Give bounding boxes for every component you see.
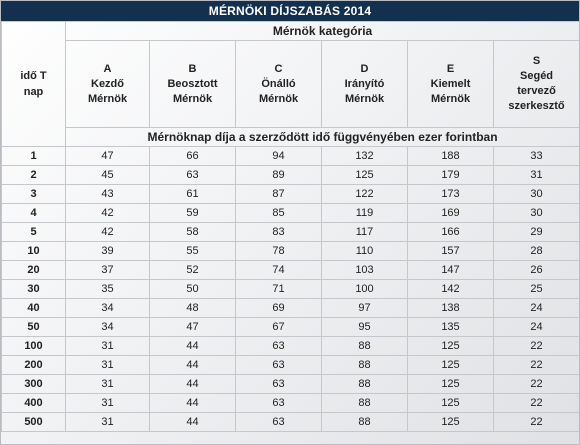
rate-cell: 33 — [494, 147, 580, 166]
rate-cell: 100 — [322, 280, 408, 299]
table-row — [2, 299, 580, 318]
days-cell: 300 — [2, 375, 66, 394]
rate-cell: 71 — [236, 280, 322, 299]
rate-cell: 30 — [494, 204, 580, 223]
rate-cell: 31 — [66, 394, 150, 413]
rate-cell: 67 — [236, 318, 322, 337]
rate-cell: 122 — [322, 185, 408, 204]
rate-cell: 47 — [150, 318, 236, 337]
rate-cell: 47 — [66, 147, 150, 166]
column-code: C — [274, 62, 283, 75]
rate-cell: 85 — [236, 204, 322, 223]
column-line1: Kezdő — [91, 77, 124, 90]
column-header-b — [150, 41, 236, 128]
column-code: D — [360, 62, 369, 75]
rate-cell: 30 — [494, 185, 580, 204]
column-code: S — [532, 55, 541, 67]
rate-cell: 31 — [66, 337, 150, 356]
rate-cell: 44 — [150, 394, 236, 413]
table-row — [2, 166, 580, 185]
rate-cell: 48 — [150, 299, 236, 318]
rate-cell: 132 — [322, 147, 408, 166]
rate-cell: 44 — [150, 337, 236, 356]
rate-cell: 61 — [150, 185, 236, 204]
column-line2: Mérnök — [430, 92, 471, 105]
days-cell: 200 — [2, 356, 66, 375]
rate-cell: 44 — [150, 375, 236, 394]
days-cell: 50 — [2, 318, 66, 337]
rate-cell: 63 — [236, 356, 322, 375]
table-row — [2, 356, 580, 375]
table-row — [2, 204, 580, 223]
table-row — [2, 223, 580, 242]
column-line2: tervező — [517, 85, 556, 97]
column-header-d — [322, 41, 408, 128]
rate-cell: 125 — [408, 413, 494, 432]
rate-cell: 50 — [150, 280, 236, 299]
rate-cell: 117 — [322, 223, 408, 242]
rate-cell: 88 — [322, 337, 408, 356]
table-row — [2, 242, 580, 261]
rate-cell: 58 — [150, 223, 236, 242]
column-line1: Önálló — [261, 77, 296, 90]
rate-cell: 66 — [150, 147, 236, 166]
rate-cell: 26 — [494, 261, 580, 280]
rate-cell: 31 — [66, 375, 150, 394]
rate-cell: 63 — [236, 394, 322, 413]
rate-cell: 22 — [494, 413, 580, 432]
rate-cell: 42 — [66, 223, 150, 242]
rate-cell: 42 — [66, 204, 150, 223]
rate-cell: 37 — [66, 261, 150, 280]
column-line1: Irányító — [344, 77, 385, 90]
table-row — [2, 394, 580, 413]
rate-cell: 88 — [322, 356, 408, 375]
table-row — [2, 318, 580, 337]
column-header-s — [494, 41, 580, 128]
rate-cell: 43 — [66, 185, 150, 204]
rate-cell: 125 — [322, 166, 408, 185]
rate-cell: 89 — [236, 166, 322, 185]
rate-cell: 55 — [150, 242, 236, 261]
rate-cell: 25 — [494, 280, 580, 299]
column-line1: Segéd — [520, 70, 554, 82]
category-header: Mérnök kategória — [66, 22, 580, 41]
days-cell: 4 — [2, 204, 66, 223]
rate-cell: 88 — [322, 375, 408, 394]
column-line2: Mérnök — [87, 92, 128, 105]
days-cell: 30 — [2, 280, 66, 299]
time-header — [2, 22, 66, 147]
rate-cell: 103 — [322, 261, 408, 280]
rate-cell: 59 — [150, 204, 236, 223]
rate-cell: 44 — [150, 413, 236, 432]
column-line2: Mérnök — [344, 92, 385, 105]
rate-cell: 119 — [322, 204, 408, 223]
table-row — [2, 413, 580, 432]
rate-cell: 31 — [66, 356, 150, 375]
rate-cell: 97 — [322, 299, 408, 318]
rate-cell: 45 — [66, 166, 150, 185]
column-header-a — [66, 41, 150, 128]
rate-cell: 169 — [408, 204, 494, 223]
days-cell: 400 — [2, 394, 66, 413]
rate-cell: 34 — [66, 318, 150, 337]
rate-cell: 87 — [236, 185, 322, 204]
column-code: B — [188, 62, 197, 75]
rate-cell: 28 — [494, 242, 580, 261]
rate-cell: 35 — [66, 280, 150, 299]
rate-cell: 31 — [66, 413, 150, 432]
column-code: A — [103, 62, 112, 75]
rate-cell: 44 — [150, 356, 236, 375]
column-line2: Mérnök — [258, 92, 299, 105]
rate-cell: 22 — [494, 394, 580, 413]
days-cell: 500 — [2, 413, 66, 432]
days-cell: 5 — [2, 223, 66, 242]
rate-cell: 95 — [322, 318, 408, 337]
days-cell: 3 — [2, 185, 66, 204]
rate-cell: 135 — [408, 318, 494, 337]
rate-cell: 78 — [236, 242, 322, 261]
rate-cell: 179 — [408, 166, 494, 185]
table-row — [2, 147, 580, 166]
table-row — [2, 185, 580, 204]
rate-cell: 147 — [408, 261, 494, 280]
column-header-c — [236, 41, 322, 128]
column-line1: Kiemelt — [430, 77, 471, 90]
rate-cell: 125 — [408, 337, 494, 356]
rate-cell: 63 — [236, 413, 322, 432]
rate-cell: 138 — [408, 299, 494, 318]
rate-cell: 22 — [494, 356, 580, 375]
days-cell: 1 — [2, 147, 66, 166]
column-line2: Mérnök — [172, 92, 213, 105]
rate-cell: 125 — [408, 356, 494, 375]
rate-cell: 69 — [236, 299, 322, 318]
time-header-line1: idő T — [20, 70, 47, 82]
rate-cell: 188 — [408, 147, 494, 166]
table-row — [2, 337, 580, 356]
rate-cell: 173 — [408, 185, 494, 204]
column-code: E — [446, 62, 455, 75]
rate-cell: 142 — [408, 280, 494, 299]
rate-cell: 63 — [236, 375, 322, 394]
rate-cell: 74 — [236, 261, 322, 280]
rate-cell: 125 — [408, 375, 494, 394]
rate-cell: 94 — [236, 147, 322, 166]
column-line1: Beosztott — [167, 77, 218, 90]
rate-cell: 22 — [494, 375, 580, 394]
rate-cell: 125 — [408, 394, 494, 413]
rate-cell: 166 — [408, 223, 494, 242]
days-cell: 100 — [2, 337, 66, 356]
rate-cell: 88 — [322, 413, 408, 432]
rate-cell: 52 — [150, 261, 236, 280]
days-cell: 40 — [2, 299, 66, 318]
rate-cell: 63 — [150, 166, 236, 185]
rate-cell: 34 — [66, 299, 150, 318]
days-cell: 20 — [2, 261, 66, 280]
rate-cell: 24 — [494, 299, 580, 318]
days-cell: 2 — [2, 166, 66, 185]
column-header-e — [408, 41, 494, 128]
table-row — [2, 261, 580, 280]
column-line3: szerkesztő — [508, 100, 565, 112]
table-subtitle: Mérnöknap díja a szerződött idő függvényében ezer forintban — [66, 128, 580, 147]
rate-cell: 22 — [494, 337, 580, 356]
rate-cell: 31 — [494, 166, 580, 185]
rate-cell: 39 — [66, 242, 150, 261]
rate-cell: 88 — [322, 394, 408, 413]
rate-cell: 83 — [236, 223, 322, 242]
time-header-line2: nap — [23, 86, 44, 98]
rate-table — [1, 21, 580, 432]
days-cell: 10 — [2, 242, 66, 261]
rate-cell: 110 — [322, 242, 408, 261]
rate-cell: 24 — [494, 318, 580, 337]
table-row — [2, 375, 580, 394]
table-title: MÉRNÖKI DÍJSZABÁS 2014 — [1, 1, 579, 21]
rate-cell: 63 — [236, 337, 322, 356]
rate-cell: 29 — [494, 223, 580, 242]
table-row — [2, 280, 580, 299]
rate-cell: 157 — [408, 242, 494, 261]
